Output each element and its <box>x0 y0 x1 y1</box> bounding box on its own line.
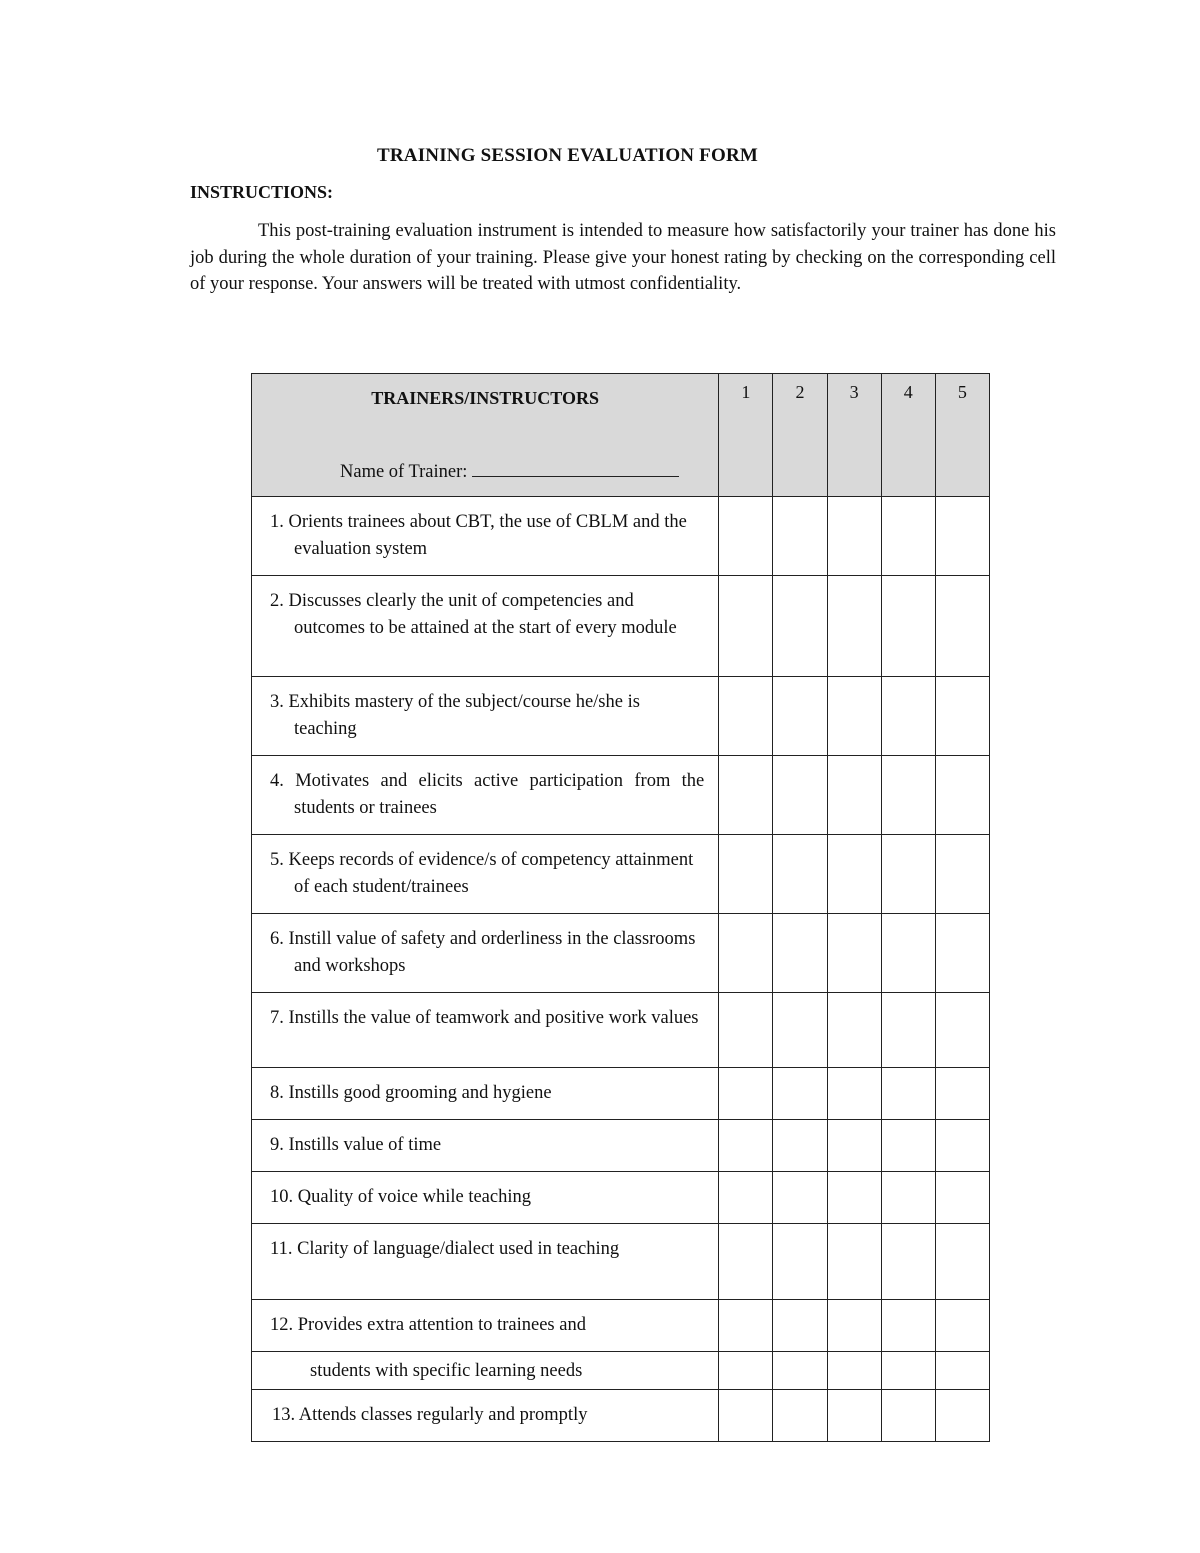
rating-cell[interactable] <box>773 914 827 993</box>
rating-header-3: 3 <box>827 374 881 497</box>
criterion-4 <box>252 756 719 835</box>
rating-cell[interactable] <box>719 497 773 576</box>
trainers-header-cell <box>252 374 719 497</box>
rating-cell[interactable] <box>881 993 935 1068</box>
rating-cell[interactable] <box>719 993 773 1068</box>
rating-cell[interactable] <box>881 756 935 835</box>
rating-cell[interactable] <box>881 1068 935 1120</box>
criterion-text: 1. Orients trainees about CBT, the use of CBLM and the evaluation system <box>270 512 687 559</box>
rating-cell[interactable] <box>827 1300 881 1352</box>
criterion-1 <box>252 497 719 576</box>
rating-cell[interactable] <box>719 914 773 993</box>
rating-cell[interactable] <box>773 1068 827 1120</box>
form-title: TRAINING SESSION EVALUATION FORM <box>376 145 759 166</box>
instructions-heading: INSTRUCTIONS: <box>190 182 334 202</box>
criterion-text: 4. Motivates and elicits active participation from the students or trainees <box>270 771 705 818</box>
rating-cell[interactable] <box>827 677 881 756</box>
criterion-12-continued <box>252 1352 719 1390</box>
rating-cell[interactable] <box>773 756 827 835</box>
criterion-12 <box>252 1300 719 1352</box>
criterion-text: 7. Instills the value of teamwork and positive work values <box>270 1008 699 1028</box>
rating-cell[interactable] <box>773 677 827 756</box>
criterion-6 <box>252 914 719 993</box>
rating-cell[interactable] <box>773 576 827 677</box>
rating-cell[interactable] <box>935 914 989 993</box>
criterion-text: 8. Instills good grooming and hygiene <box>270 1083 552 1103</box>
criterion-7 <box>252 993 719 1068</box>
rating-cell[interactable] <box>719 1224 773 1300</box>
table-row <box>252 1172 990 1224</box>
rating-cell[interactable] <box>827 914 881 993</box>
table-row <box>252 576 990 677</box>
trainers-header-title: TRAINERS/INSTRUCTORS <box>371 388 599 408</box>
table-row <box>252 1120 990 1172</box>
rating-cell[interactable] <box>881 1172 935 1224</box>
trainer-name-blank[interactable] <box>472 460 679 477</box>
rating-cell[interactable] <box>827 1352 881 1390</box>
rating-header-1: 1 <box>719 374 773 497</box>
table-row <box>252 756 990 835</box>
rating-cell[interactable] <box>773 497 827 576</box>
rating-cell[interactable] <box>719 1120 773 1172</box>
rating-cell[interactable] <box>935 1352 989 1390</box>
rating-cell[interactable] <box>773 835 827 914</box>
rating-cell[interactable] <box>719 677 773 756</box>
rating-cell[interactable] <box>935 1390 989 1442</box>
rating-cell[interactable] <box>935 835 989 914</box>
trainer-name-field[interactable] <box>340 460 679 483</box>
table-row <box>252 1300 990 1352</box>
rating-cell[interactable] <box>719 1300 773 1352</box>
table-row <box>252 1390 990 1442</box>
rating-cell[interactable] <box>827 756 881 835</box>
rating-cell[interactable] <box>881 835 935 914</box>
rating-cell[interactable] <box>719 1172 773 1224</box>
rating-cell[interactable] <box>935 1120 989 1172</box>
rating-cell[interactable] <box>773 1300 827 1352</box>
rating-cell[interactable] <box>881 677 935 756</box>
table-row <box>252 914 990 993</box>
criterion-text: 2. Discusses clearly the unit of competencies and outcomes to be attained at the start of every module <box>270 591 677 638</box>
rating-cell[interactable] <box>719 1352 773 1390</box>
criterion-text: 10. Quality of voice while teaching <box>270 1187 531 1207</box>
rating-cell[interactable] <box>935 497 989 576</box>
criterion-text: students with specific learning needs <box>310 1361 583 1381</box>
criterion-text: 3. Exhibits mastery of the subject/course he/she is teaching <box>270 692 640 739</box>
rating-cell[interactable] <box>773 1172 827 1224</box>
rating-cell[interactable] <box>827 835 881 914</box>
rating-cell[interactable] <box>827 1390 881 1442</box>
rating-cell[interactable] <box>773 993 827 1068</box>
rating-cell[interactable] <box>827 993 881 1068</box>
rating-cell[interactable] <box>773 1352 827 1390</box>
criterion-2 <box>252 576 719 677</box>
criterion-text: 5. Keeps records of evidence/s of competency attainment of each student/trainees <box>270 850 694 897</box>
rating-cell[interactable] <box>719 576 773 677</box>
criterion-10 <box>252 1172 719 1224</box>
criterion-text: 13. Attends classes regularly and promptly <box>272 1405 588 1425</box>
rating-header-2: 2 <box>773 374 827 497</box>
criterion-5 <box>252 835 719 914</box>
table-row <box>252 993 990 1068</box>
rating-cell[interactable] <box>827 1120 881 1172</box>
rating-cell[interactable] <box>935 1172 989 1224</box>
table-row <box>252 835 990 914</box>
rating-cell[interactable] <box>773 1390 827 1442</box>
rating-cell[interactable] <box>935 677 989 756</box>
rating-cell[interactable] <box>881 497 935 576</box>
criterion-9 <box>252 1120 719 1172</box>
table-row <box>252 497 990 576</box>
table-header-row <box>252 374 990 497</box>
rating-cell[interactable] <box>935 576 989 677</box>
rating-cell[interactable] <box>935 993 989 1068</box>
table-row <box>252 1068 990 1120</box>
criterion-text: 9. Instills value of time <box>270 1135 442 1155</box>
table-row <box>252 1224 990 1300</box>
rating-header-4: 4 <box>881 374 935 497</box>
criterion-3 <box>252 677 719 756</box>
rating-cell[interactable] <box>881 1390 935 1442</box>
rating-cell[interactable] <box>773 1120 827 1172</box>
table-row <box>252 1352 990 1390</box>
rating-cell[interactable] <box>881 1120 935 1172</box>
rating-cell[interactable] <box>827 497 881 576</box>
criterion-text: 6. Instill value of safety and orderliness in the classrooms and workshops <box>270 929 696 976</box>
rating-cell[interactable] <box>881 1352 935 1390</box>
rating-cell[interactable] <box>827 576 881 677</box>
instructions-body: This post-training evaluation instrument is intended to measure how satisfactorily your trainer has done his job during the whole duration of your training. Please give your honest rating by checking on the corresponding cell of your response. Your answers will be treated with utmost confidentiality. <box>190 221 1056 294</box>
rating-cell[interactable] <box>827 1172 881 1224</box>
rating-cell[interactable] <box>881 576 935 677</box>
rating-cell[interactable] <box>827 1068 881 1120</box>
trainer-name-label: Name of Trainer: <box>340 462 468 482</box>
rating-cell[interactable] <box>881 1224 935 1300</box>
rating-cell[interactable] <box>773 1224 827 1300</box>
rating-cell[interactable] <box>881 914 935 993</box>
rating-cell[interactable] <box>935 1068 989 1120</box>
evaluation-table <box>251 373 990 1442</box>
rating-cell[interactable] <box>827 1224 881 1300</box>
criterion-text: 11. Clarity of language/dialect used in teaching <box>270 1239 620 1259</box>
criterion-11 <box>252 1224 719 1300</box>
criterion-13 <box>252 1390 719 1442</box>
table-row <box>252 677 990 756</box>
rating-cell[interactable] <box>719 1068 773 1120</box>
rating-cell[interactable] <box>719 756 773 835</box>
rating-cell[interactable] <box>719 1390 773 1442</box>
criterion-8 <box>252 1068 719 1120</box>
rating-cell[interactable] <box>935 1224 989 1300</box>
criterion-text: 12. Provides extra attention to trainees and <box>270 1315 586 1335</box>
rating-header-5: 5 <box>935 374 989 497</box>
rating-cell[interactable] <box>935 1300 989 1352</box>
rating-cell[interactable] <box>935 756 989 835</box>
rating-cell[interactable] <box>881 1300 935 1352</box>
rating-cell[interactable] <box>719 835 773 914</box>
